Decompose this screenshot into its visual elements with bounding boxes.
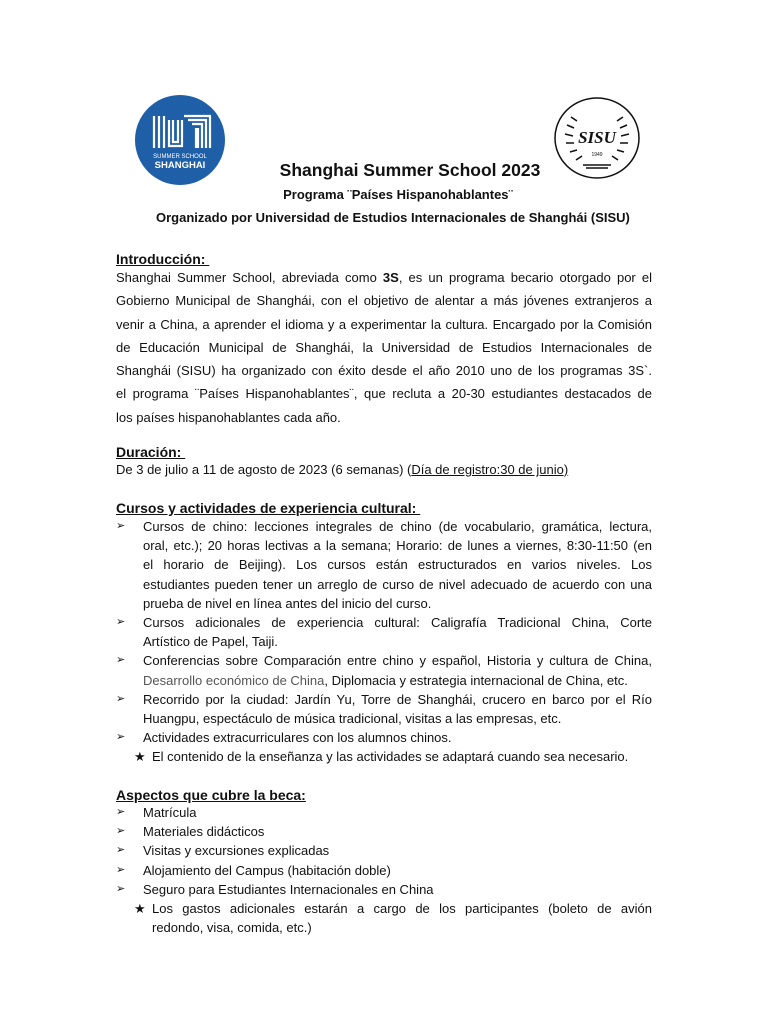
list-item: ➢ Visitas y excursiones explicadas — [116, 841, 652, 860]
note-item: ★ El contenido de la enseñanza y las actividades se adaptará cuando sea necesario. — [116, 747, 652, 766]
list-item: ➢ Seguro para Estudiantes Internacionales en China — [116, 880, 652, 899]
arrow-bullet-icon: ➢ — [116, 863, 126, 876]
intro-line: Shanghái (SISU) ha organizado con éxito desde el año 2010 uno de los programas 3S`. — [116, 363, 652, 379]
arrow-bullet-icon: ➢ — [116, 731, 126, 744]
intro-line: los países hispanohablantes cada año. — [116, 409, 341, 425]
arrow-bullet-icon: ➢ — [116, 692, 126, 705]
arrow-bullet-icon: ➢ — [116, 520, 126, 532]
list-item: ➢ Conferencias sobre Comparación entre chino y español, Historia y cultura de China, Desarrollo económico de China, Diplomacia y estrategia internacional de China, etc. — [116, 653, 652, 688]
intro-line: el programa ¨Países Hispanohablantes¨, que recluta a 20-30 estudiantes destacados de — [116, 386, 652, 402]
star-icon: ★ — [134, 749, 146, 765]
arrow-bullet-icon: ➢ — [116, 844, 126, 857]
registration-date: Día de registro:30 de junio) — [411, 462, 569, 477]
courses-heading: Cursos y actividades de experiencia cultural: — [116, 500, 421, 516]
intro-paragraph — [116, 266, 652, 429]
intro-line: de Educación Municipal de Shanghái, la Universidad de Estudios Internacionales de — [116, 339, 652, 355]
intro-heading: Introducción: — [116, 251, 210, 267]
svg-text:1949: 1949 — [591, 152, 603, 158]
duration-heading: Duración: — [116, 444, 186, 460]
program-subtitle: Programa ¨Países Hispanohablantes¨ — [283, 187, 513, 202]
intro-line: Gobierno Municipal de Shanghái, con el objetivo de alentar a más jóvenes extranjeros a — [116, 293, 652, 309]
document-title: Shanghai Summer School 2023 — [279, 160, 541, 180]
svg-text:SUMMER SCHOOL: SUMMER SCHOOL — [153, 154, 207, 160]
list-item: ➢ Cursos de chino: lecciones integrales de chino (de vocabulario, gramática, lectura, oral, etc.); 20 horas lectivas a la semana; Horario: de lunes a viernes, 8:30-11:50 (en el horario de Beijing). Los cursos están estructurados en varios niveles. Los estudiantes pueden tener un arreglo de curso de nivel adecuado de acuerdo con una prueba de nivel en línea antes del inicio del curso. — [116, 519, 652, 611]
list-item: ➢ Recorrido por la ciudad: Jardín Yu, Torre de Shanghái, crucero en barco por el Río Huangpu, espectáculo de música tradicional, visitas a las empresas, etc. — [116, 691, 652, 727]
organizer-line: Organizado por Universidad de Estudios Internacionales de Shanghái (SISU) — [156, 210, 630, 225]
scholarship-heading: Aspectos que cubre la beca: — [116, 787, 306, 803]
note-item: ★ Los gastos adicionales estarán a cargo de los participantes (boleto de avión redondo, visa, comida, etc.) — [134, 901, 652, 936]
list-item: ➢ Materiales didácticos — [116, 822, 652, 841]
arrow-bullet-icon: ➢ — [116, 882, 126, 895]
intro-line: venir a China, a aprender el idioma y a experimentar la cultura. Encargado por la Comisión — [116, 316, 652, 332]
arrow-bullet-icon: ➢ — [116, 654, 126, 667]
svg-text:SHANGHAI: SHANGHAI — [154, 160, 206, 171]
list-item: ➢ Alojamiento del Campus (habitación doble) — [116, 861, 652, 880]
intro-line: Shanghai Summer School, abreviada como 3S, es un programa becario otorgado por el — [116, 270, 652, 285]
star-icon: ★ — [134, 901, 146, 917]
svg-text:SISU: SISU — [578, 128, 616, 147]
arrow-bullet-icon: ➢ — [116, 806, 126, 818]
courses-list — [116, 517, 652, 767]
scholarship-list — [116, 803, 652, 937]
arrow-bullet-icon: ➢ — [116, 825, 126, 838]
duration-text: De 3 de julio a 11 de agosto de 2023 (6 semanas) (Día de registro:30 de junio) — [116, 462, 569, 477]
arrow-bullet-icon: ➢ — [116, 616, 126, 629]
list-item: ➢ Cursos adicionales de experiencia cultural: Caligrafía Tradicional China, Corte Artístico de Papel, Taiji. — [116, 615, 652, 650]
list-item: ➢ Matrícula — [116, 803, 652, 822]
list-item: ➢ Actividades extracurriculares con los alumnos chinos. — [116, 728, 652, 747]
